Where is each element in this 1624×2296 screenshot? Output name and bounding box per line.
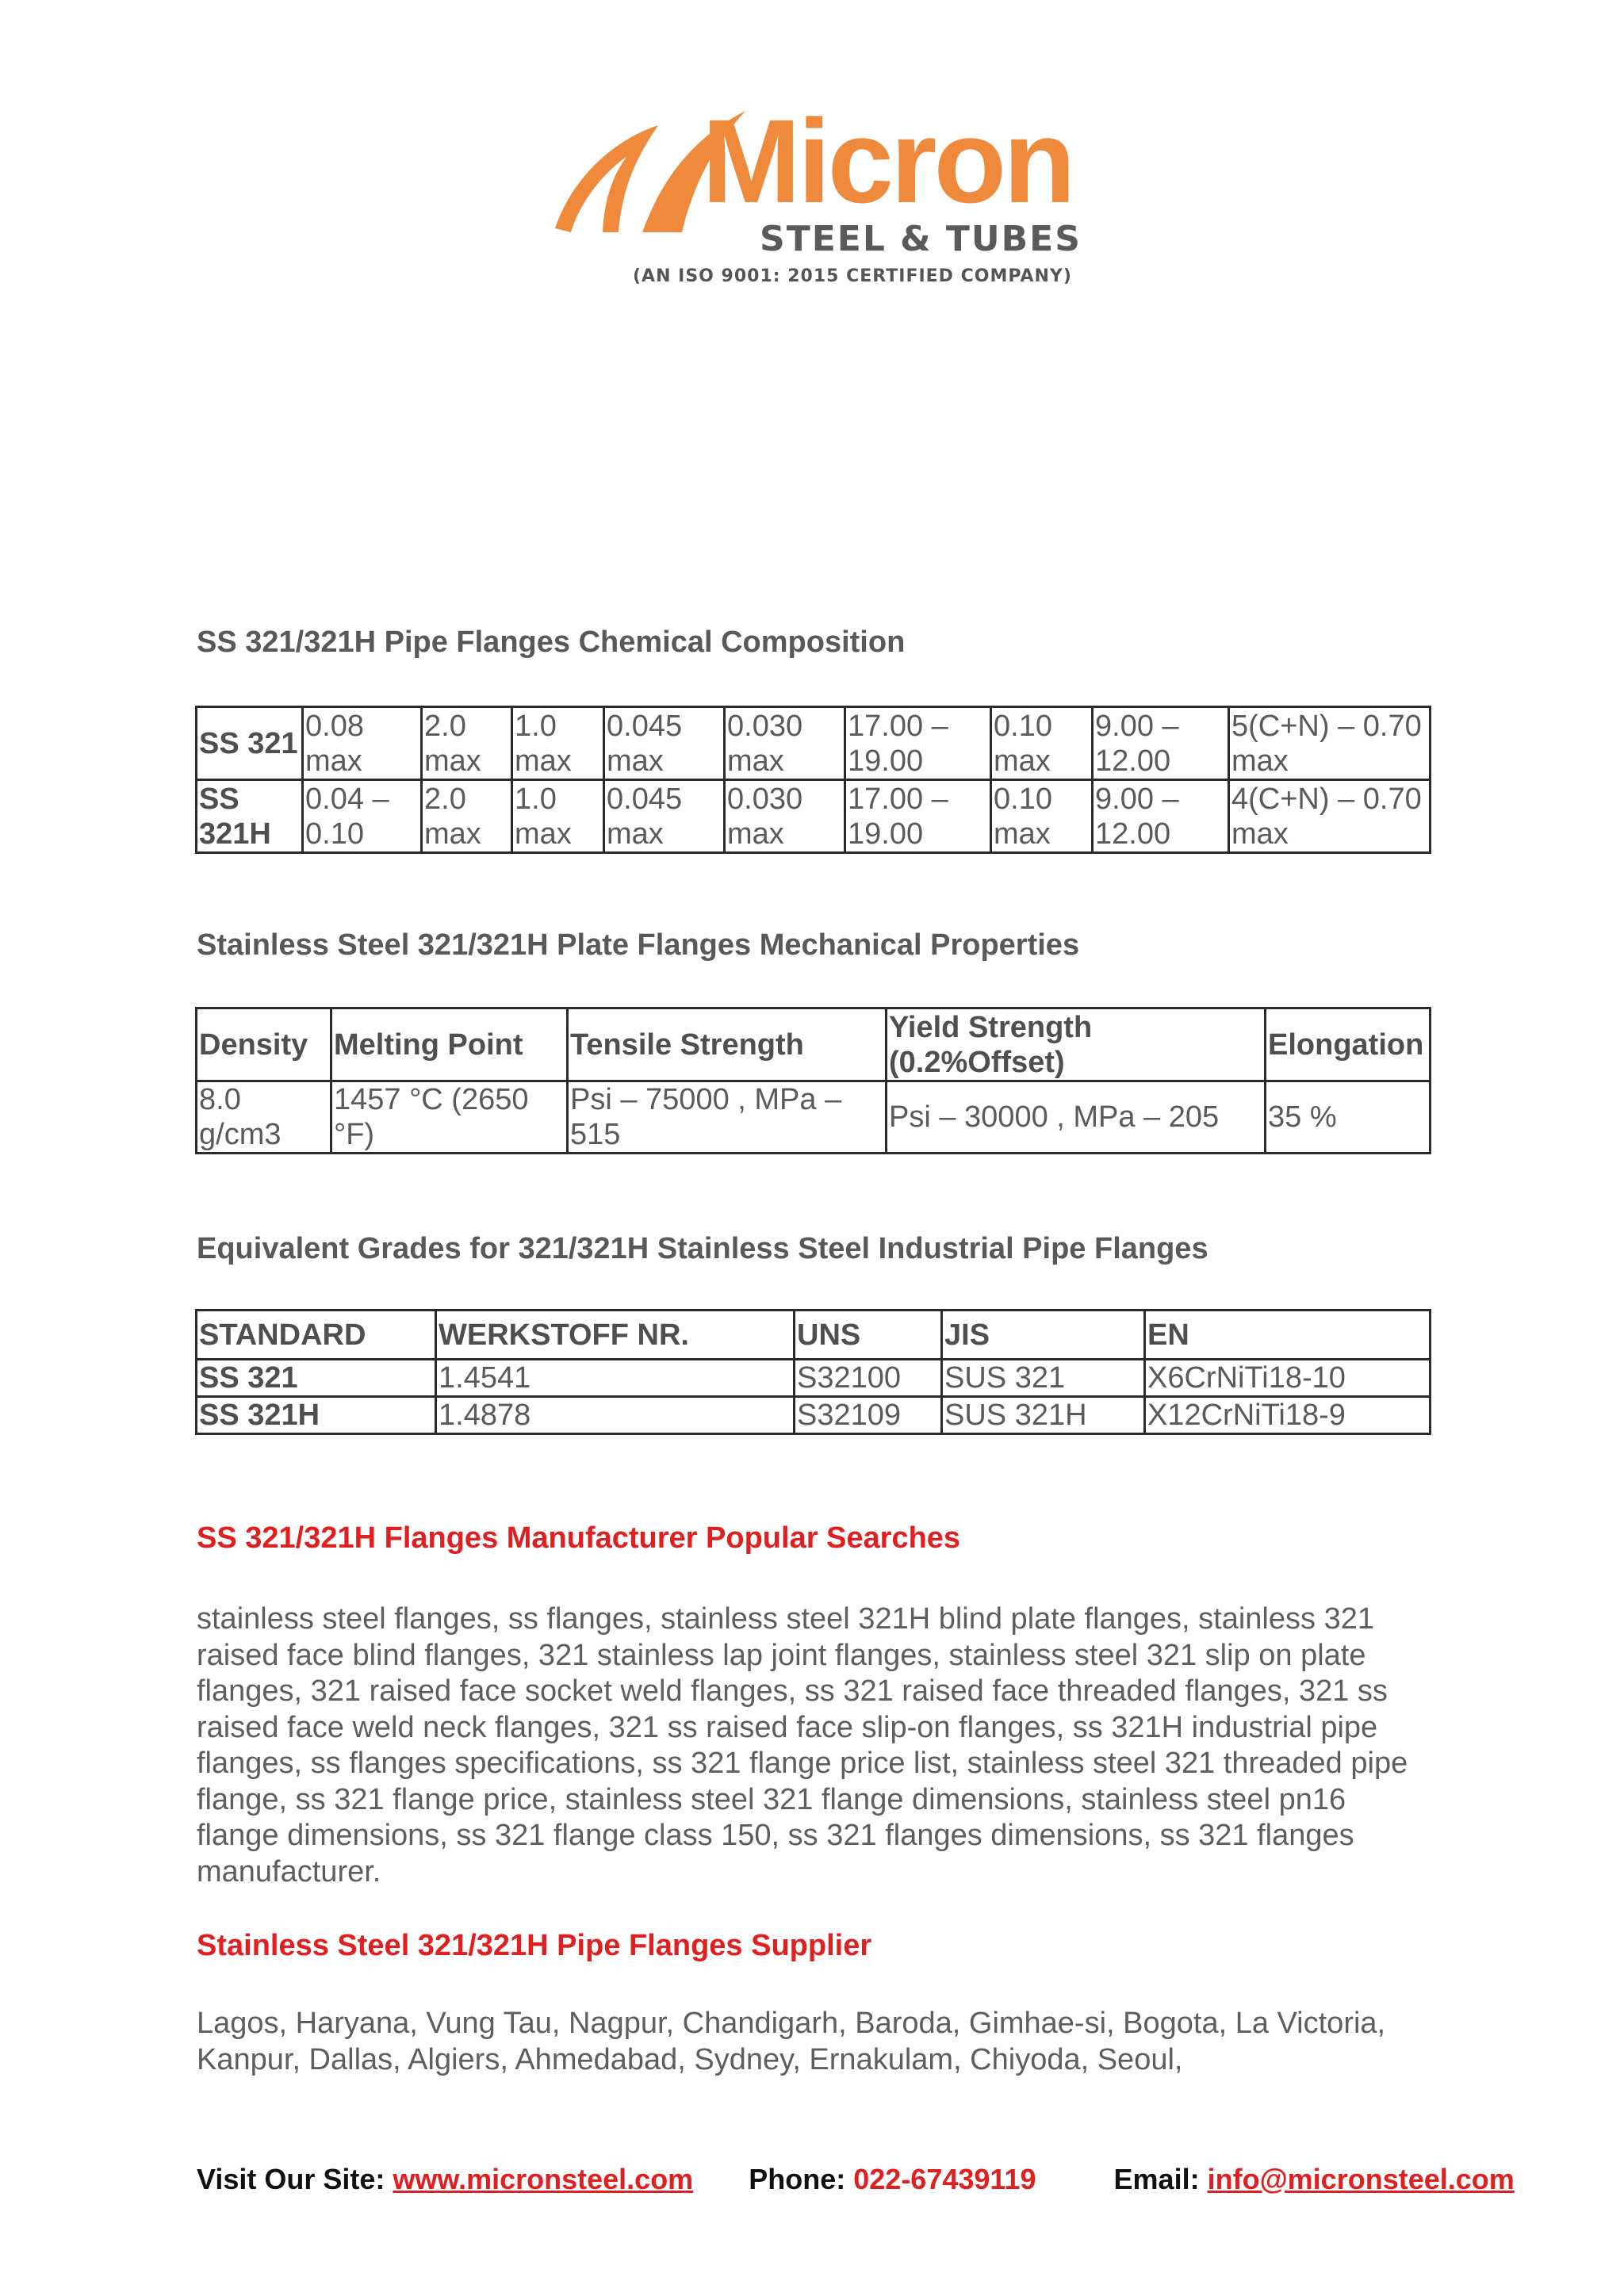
site-link[interactable]: www.micronsteel.com	[393, 2163, 694, 2195]
company-logo	[547, 94, 1086, 293]
table-header-row	[197, 1008, 1431, 1081]
table-cell: S32100	[795, 1360, 942, 1397]
table-cell: 17.00 – 19.00	[845, 707, 991, 780]
table-cell: X6CrNiTi18-10	[1145, 1360, 1431, 1397]
chemical-composition-heading: SS 321/321H Pipe Flanges Chemical Composition	[197, 626, 906, 659]
mechanical-properties-heading: Stainless Steel 321/321H Plate Flanges Mechanical Properties	[197, 928, 1080, 962]
table-cell: 9.00 – 12.00	[1093, 780, 1229, 853]
grade-cell: SS 321H	[197, 780, 303, 853]
popular-searches-heading: SS 321/321H Flanges Manufacturer Popular Searches	[197, 1521, 961, 1555]
table-row	[197, 1397, 1431, 1434]
grade-cell: SS 321	[197, 707, 303, 780]
table-cell: 0.030 max	[725, 707, 845, 780]
column-header: JIS	[942, 1311, 1145, 1360]
column-header: STANDARD	[197, 1311, 436, 1360]
column-header: Melting Point	[331, 1008, 568, 1081]
table-cell: 1.0 max	[512, 780, 604, 853]
table-cell: X12CrNiTi18-9	[1145, 1397, 1431, 1434]
supplier-heading: Stainless Steel 321/321H Pipe Flanges Supplier	[197, 1929, 872, 1962]
supplier-locations-text: Lagos, Haryana, Vung Tau, Nagpur, Chandigarh, Baroda, Gimhae-si, Bogota, La Victoria, Kanpur, Dallas, Algiers, Ahmedabad, Sydney, Ernakulam, Chiyoda, Seoul,	[197, 2007, 1386, 2076]
table-cell: S32109	[795, 1397, 942, 1434]
table-cell: 8.0 g/cm3	[197, 1081, 331, 1154]
table-cell: 0.10 max	[991, 780, 1093, 853]
logo-brand-text: Micron	[702, 94, 1073, 228]
table-cell: 0.045 max	[604, 780, 725, 853]
email-link[interactable]: info@micronsteel.com	[1207, 2163, 1515, 2195]
column-header: Tensile Strength	[568, 1008, 887, 1081]
table-cell: 0.08 max	[303, 707, 422, 780]
mechanical-properties-table	[195, 1007, 1431, 1154]
column-header: WERKSTOFF NR.	[436, 1311, 795, 1360]
table-cell: 9.00 – 12.00	[1093, 707, 1229, 780]
site-label: Visit Our Site:	[197, 2163, 385, 2195]
table-header-row	[197, 1311, 1431, 1360]
table-row	[197, 707, 1431, 780]
popular-searches-text: stainless steel flanges, ss flanges, stainless steel 321H blind plate flanges, stainless 321 raised face blind flanges, 321 stainless lap joint flanges, stainless steel 321 slip on plate flanges, 321 raised face socket weld flanges, ss 321 raised face threaded flanges, 321 ss raised face weld neck flanges, 321 ss raised face slip-on flanges, ss 321H industrial pipe flanges, ss flanges specifications, ss 321 flange price list, stainless steel 321 threaded pipe flange, ss 321 flange price, stainless steel 321 flange dimensions, stainless steel pn16 flange dimensions, ss 321 flange class 150, ss 321 flanges dimensions, ss 321 flanges manufacturer.	[197, 1602, 1408, 1888]
grade-cell: SS 321	[197, 1360, 436, 1397]
table-cell: 4(C+N) – 0.70 max	[1229, 780, 1431, 853]
column-header: EN	[1145, 1311, 1431, 1360]
table-row	[197, 1081, 1431, 1154]
table-cell: 0.04 – 0.10	[303, 780, 422, 853]
table-cell: 1.0 max	[512, 707, 604, 780]
column-header: Density	[197, 1008, 331, 1081]
table-cell: 2.0 max	[422, 780, 512, 853]
table-row	[197, 1360, 1431, 1397]
table-cell: 1.4878	[436, 1397, 795, 1434]
equivalent-grades-heading: Equivalent Grades for 321/321H Stainless Steel Industrial Pipe Flanges	[197, 1232, 1208, 1265]
table-cell: Psi – 30000 , MPa – 205	[887, 1081, 1266, 1154]
column-header: Yield Strength (0.2%Offset)	[887, 1008, 1266, 1081]
table-cell: 2.0 max	[422, 707, 512, 780]
table-cell: 0.030 max	[725, 780, 845, 853]
phone-label: Phone:	[749, 2163, 846, 2195]
table-cell: SUS 321	[942, 1360, 1145, 1397]
table-cell: 35 %	[1266, 1081, 1431, 1154]
logo-tagline: STEEL & TUBES	[760, 219, 1082, 259]
logo-certification: (AN ISO 9001: 2015 CERTIFIED COMPANY)	[633, 266, 1072, 286]
table-cell: 0.045 max	[604, 707, 725, 780]
chemical-composition-table	[195, 706, 1431, 854]
contact-footer	[197, 2162, 1515, 2197]
column-header: Elongation	[1266, 1008, 1431, 1081]
grade-cell: SS 321H	[197, 1397, 436, 1434]
table-row	[197, 780, 1431, 853]
phone-number: 022-67439119	[853, 2163, 1036, 2195]
table-cell: SUS 321H	[942, 1397, 1145, 1434]
table-cell: 1457 °C (2650 °F)	[331, 1081, 568, 1154]
column-header: UNS	[795, 1311, 942, 1360]
email-label: Email:	[1113, 2163, 1200, 2195]
table-cell: 1.4541	[436, 1360, 795, 1397]
table-cell: Psi – 75000 , MPa – 515	[568, 1081, 887, 1154]
table-cell: 17.00 – 19.00	[845, 780, 991, 853]
table-cell: 0.10 max	[991, 707, 1093, 780]
equivalent-grades-table	[195, 1309, 1431, 1435]
table-cell: 5(C+N) – 0.70 max	[1229, 707, 1431, 780]
